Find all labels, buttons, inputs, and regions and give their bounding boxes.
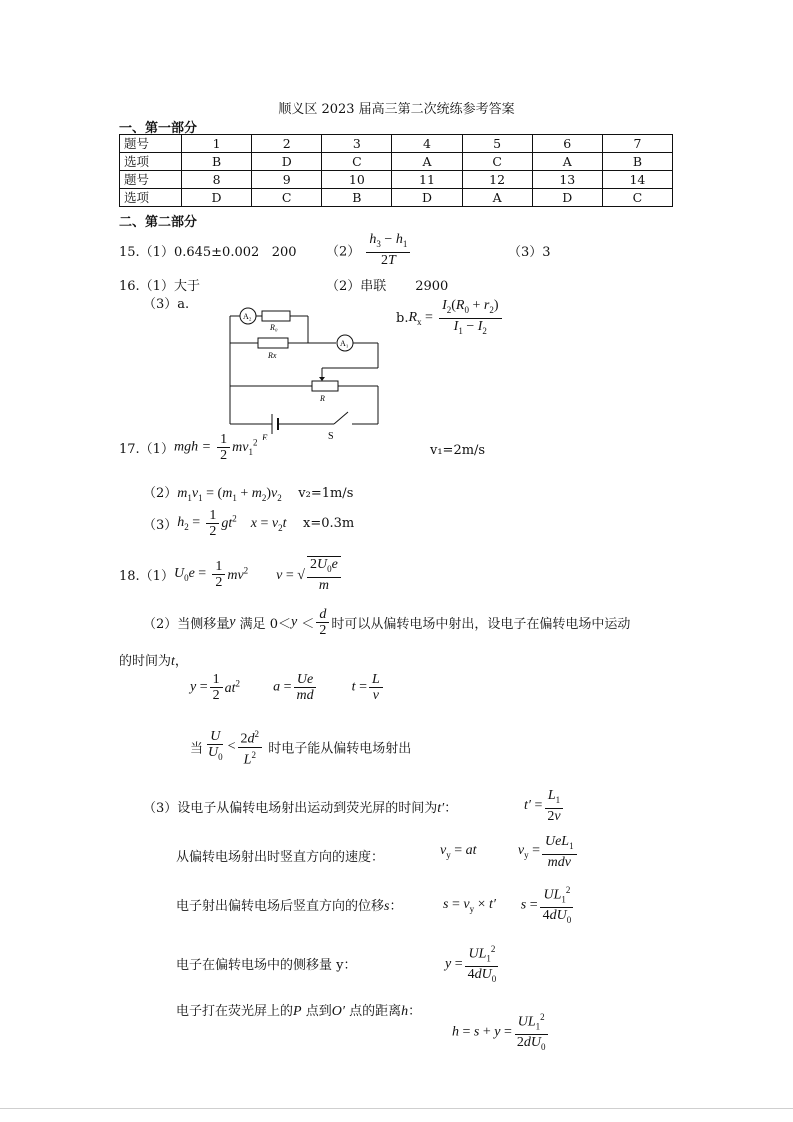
q18-line-vy: 从偏转电场射出时竖直方向的速度： (176, 850, 385, 865)
question-number-cell: 4 (392, 135, 462, 153)
page-title: 顺义区 2023 届高三第二次统练参考答案 (278, 102, 515, 117)
q18-vy-equations: $v_y$ = at $v_y$ = $\frac{UeL_1}{\text{mdv}}$ (440, 834, 579, 870)
circuit-rx-label: Rx (268, 351, 277, 360)
circuit-r0-label: R₀ (270, 323, 278, 332)
answer-cell: C (252, 189, 322, 207)
circuit-a1-label: A₁ (340, 339, 349, 348)
q15-part2: （2） $\frac{h_3 - h_1}{2T}$ (326, 232, 412, 268)
answer-row (120, 189, 673, 207)
question-number-cell: 11 (392, 171, 462, 189)
row-label: 选项 (120, 153, 182, 171)
answer-cell: D (392, 189, 462, 207)
q18-y-equation: y = $\frac{UL_1^2}{4dU_0}$ (445, 942, 501, 987)
q16-part3b: $b.R_x$ = $\frac{I_2(R_0 + r_2)}{I_1 - I_2}$ (396, 298, 504, 339)
question-number-cell: 12 (462, 171, 532, 189)
q17-part1: 17.（1）mgh = $\frac{1}{2}$ $mv_1^2$ (119, 432, 258, 463)
answer-row (120, 153, 673, 171)
row-label: 选项 (120, 189, 182, 207)
answer-cell: B (322, 189, 392, 207)
question-number-cell: 3 (322, 135, 392, 153)
circuit-e-label: E (262, 433, 268, 440)
q18-h-equation: h = s + y = $\frac{UL_1^2}{2dU_0}$ (452, 1010, 551, 1055)
question-number-cell: 1 (182, 135, 252, 153)
circuit-s-label: S (328, 431, 334, 440)
question-number-row (120, 135, 673, 153)
row-label: 题号 (120, 171, 182, 189)
q18-line-y: 电子在偏转电场中的侧移量 y： (176, 958, 357, 973)
q18-part2-equations: y = $\frac{1}{2}$ $at^2$ a = $\frac{Ue}{md}$ t = $\frac{L}{v}$ (190, 672, 385, 703)
page-bottom-divider (0, 1108, 793, 1109)
q18-part3-time-eq: t′ = $\frac{L_1}{2v}$ (524, 788, 566, 824)
question-number-cell: 9 (252, 171, 322, 189)
q16-part3a: （3）a. (143, 297, 190, 312)
q15-part3: （3）3 (508, 245, 551, 260)
answer-cell: A (462, 189, 532, 207)
answer-cell: D (252, 153, 322, 171)
q15-label: 15.（1）0.645±0.002 200 (119, 245, 297, 260)
q18-line-h: 电子打在荧光屏上的P 点到O′ 点的距离h： (176, 1004, 422, 1019)
q18-part2-intro: （2）当侧移量y 满足 0＜y ＜ $\frac{d}{2}$ 时可以从偏转电场中射出，设电子在偏转电场中运动 (143, 607, 631, 638)
answer-cell: C (322, 153, 392, 171)
answer-cell: D (532, 189, 602, 207)
question-number-cell: 14 (602, 171, 672, 189)
question-number-cell: 6 (532, 135, 602, 153)
circuit-diagram (224, 300, 384, 440)
question-number-cell: 13 (532, 171, 602, 189)
row-label: 题号 (120, 135, 182, 153)
circuit-r-label: R (320, 394, 325, 403)
q16-part1: 16.（1）大于 (119, 279, 200, 294)
q18-part2-line2: 的时间为t， (119, 654, 188, 669)
part2-heading: 二、第二部分 (119, 215, 198, 230)
q17-part3: $(3)h_2$ = $\frac{1}{2}$ $gt^2$ $x = v_2t$ x=0.3m (143, 508, 355, 539)
question-number-cell: 10 (322, 171, 392, 189)
answer-cell: C (602, 189, 672, 207)
question-number-cell: 7 (602, 135, 672, 153)
answer-cell: B (602, 153, 672, 171)
q18-part3-intro: （3）设电子从偏转电场射出运动到荧光屏的时间为t′： (143, 801, 458, 816)
q18-condition: 当 $\frac{U}{U_0}$ < $\frac{2d^2}{L^2}$ 时电子能从偏转电场射出 (190, 729, 412, 768)
question-number-cell: 5 (462, 135, 532, 153)
answer-cell: A (532, 153, 602, 171)
question-number-cell: 2 (252, 135, 322, 153)
q17-part2: $(2)m_1v_1 = (m_1 + m_2)v_2$ v₂=1m/s (143, 486, 354, 503)
q18-part1: $18.(1)U_0e$ = $\frac{1}{2}$ $mv^2$ v = √ $\frac{2U_0e}{m}$ (119, 556, 343, 593)
part1-heading: 一、第一部分 (119, 121, 198, 136)
circuit-a2-label: A₂ (243, 312, 252, 321)
answer-cell: A (392, 153, 462, 171)
answer-cell: B (182, 153, 252, 171)
answer-table (119, 134, 673, 207)
question-number-row (120, 171, 673, 189)
q18-s-equations: $s = v_y \times t'$ s = $\frac{UL_1^2}{4dU_0}$ (443, 883, 576, 928)
q18-line-s: 电子射出偏转电场后竖直方向的位移s： (176, 899, 403, 914)
question-number-cell: 8 (182, 171, 252, 189)
q16-part2: （2）串联 2900 (326, 279, 449, 294)
answer-cell: D (182, 189, 252, 207)
answer-cell: C (462, 153, 532, 171)
q17-v1: v₁=2m/s (430, 443, 486, 458)
